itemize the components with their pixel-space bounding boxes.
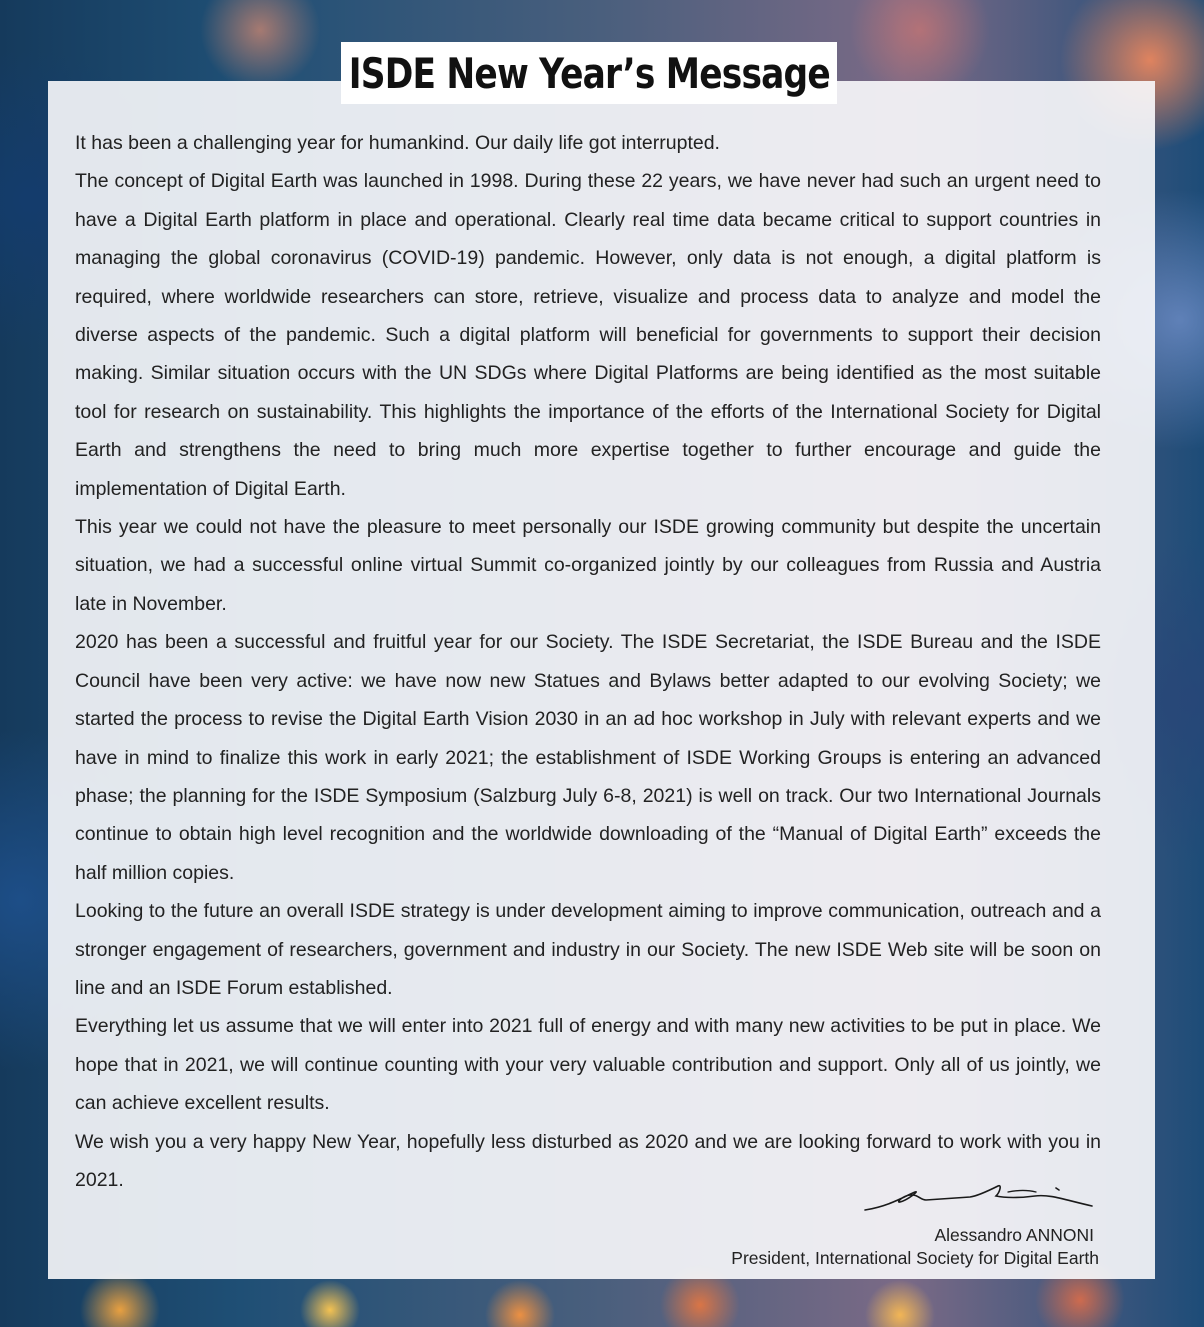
handwritten-signature xyxy=(860,1178,1100,1218)
signatory-position: President, International Society for Digital Earth xyxy=(731,1248,1099,1268)
paragraph-outlook: Everything let us assume that we will enter into 2021 full of energy and with many new activities to be put in place. We hope that in 2021, we will continue counting with your very valuable contribution and support. Only all of us jointly, we can achieve excellent results. xyxy=(75,1015,1101,1115)
paragraph-achievements: 2020 has been a successful and fruitful year for our Society. The ISDE Secretariat, the ISDE Bureau and the ISDE Council have been very active: we have now new Statues and Bylaws better adapted to our evolving Society; we started the process to revise the Digital Earth Vision 2030 in an ad hoc workshop in July with relevant experts and we have in mind to finalize this work in early 2021; the establishment of ISDE Working Groups is entering an advanced phase; the planning for the ISDE Symposium (Salzburg July 6-8, 2021) is well on track. Our two International Journals continue to obtain high level recognition and the worldwide downloading of the “Manual of Digital Earth” exceeds the half million copies. xyxy=(75,631,1101,884)
paragraph-future: Looking to the future an overall ISDE strategy is under development aiming to improve communication, outreach and a stronger engagement of researchers, government and industry in our Society. The new ISDE Web site will be soon on line and an ISDE Forum established. xyxy=(75,900,1101,999)
paragraph-summit: This year we could not have the pleasure to meet personally our ISDE growing community but despite the uncertain situation, we had a successful online virtual Summit co-organized jointly by our colleagues from Russia and Austria late in November. xyxy=(75,516,1101,615)
paragraph-wishes: We wish you a very happy New Year, hopefully less disturbed as 2020 and we are looking forward to work with you in 2021. xyxy=(75,1130,1101,1191)
title-banner xyxy=(341,42,837,104)
page-title: ISDE New Year’s Message xyxy=(348,48,830,98)
paragraph-intro: It has been a challenging year for humankind. Our daily life got interrupted. xyxy=(75,132,720,154)
message-body xyxy=(75,124,1101,1199)
paragraph-digital-earth: The concept of Digital Earth was launched in 1998. During these 22 years, we have never had such an urgent need to have a Digital Earth platform in place and operational. Clearly real time data became critical to support countries in managing the global coronavirus (COVID-19) pandemic. However, only data is not enough, a digital platform is required, where worldwide researchers can store, retrieve, visualize and process data to analyze and model the diverse aspects of the pandemic. Such a digital platform will beneficial for governments to support their decision making. Similar situation occurs with the UN SDGs where Digital Platforms are being identified as the most suitable tool for research on sustainability. This highlights the importance of the efforts of the International Society for Digital Earth and strengthens the need to bring much more expertise together to further encourage and guide the implementation of Digital Earth. xyxy=(75,170,1101,500)
signatory-name: Alessandro ANNONI xyxy=(934,1225,1094,1245)
